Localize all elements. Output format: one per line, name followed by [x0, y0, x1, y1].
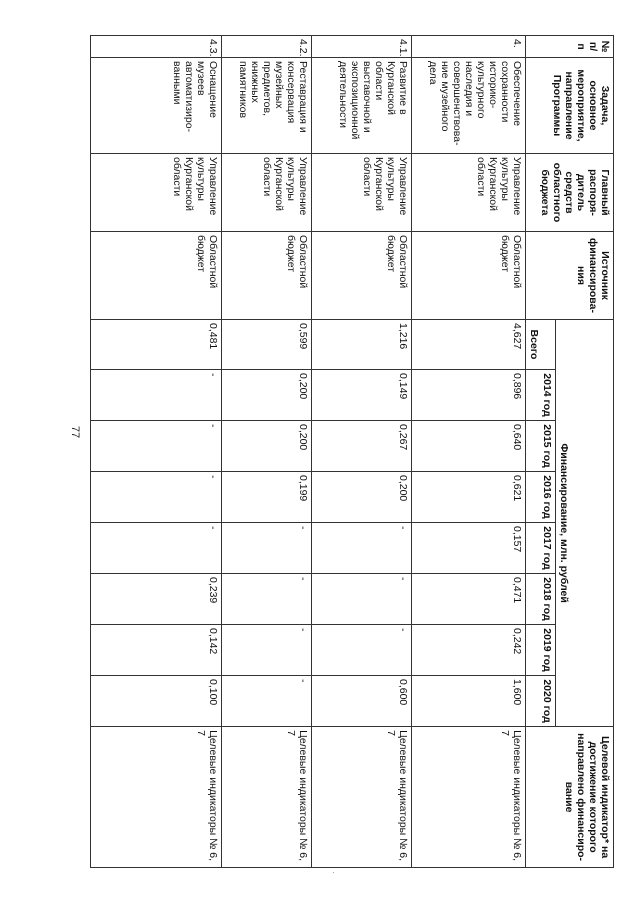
row-year-value: -	[222, 625, 312, 676]
row-year-value: 0,267	[312, 421, 412, 472]
header-manager: Главный распоря-дитель средств областного бюджета	[526, 154, 614, 232]
row-num: 4.3.	[91, 36, 222, 58]
header-year: 2015 год	[526, 421, 556, 472]
row-num: 4.1.	[312, 36, 412, 58]
row-year-value: 0,640	[412, 421, 526, 472]
row-total: 0,599	[222, 320, 312, 370]
row-year-value: 0,200	[222, 370, 312, 421]
row-year-value: -	[222, 523, 312, 574]
header-financing: Финансирование, млн. рублей	[556, 320, 614, 727]
rotated-table-wrapper	[90, 35, 614, 867]
row-task: Обеспечение сохранности историко-культурного наследия и совершенствова-ние музейного дела	[412, 58, 526, 154]
row-year-value: -	[312, 574, 412, 625]
row-target: Целевые индикаторы № 6, 7	[412, 727, 526, 868]
row-manager: Управление культуры Курганской области	[222, 154, 312, 232]
header-task: Задача, основное мероприятие, направление Программы	[526, 58, 614, 154]
row-year-value: 0,157	[412, 523, 526, 574]
row-source: Областной бюджет	[91, 232, 222, 320]
row-source: Областной бюджет	[312, 232, 412, 320]
row-year-value: 0,239	[91, 574, 222, 625]
row-total: 4,627	[412, 320, 526, 370]
row-target: Целевые индикаторы № 6, 7	[91, 727, 222, 868]
row-year-value: -	[91, 472, 222, 523]
header-year: 2017 год	[526, 523, 556, 574]
header-year: 2019 год	[526, 625, 556, 676]
row-year-value: -	[312, 625, 412, 676]
scan-speck: ·	[332, 868, 335, 877]
row-year-value: 0,149	[312, 370, 412, 421]
row-task: Оснащение музеев автоматизиро-ванными	[91, 58, 222, 154]
row-year-value: 0,200	[312, 472, 412, 523]
row-manager: Управление культуры Курганской области	[412, 154, 526, 232]
header-source: Источник финансирова-ния	[526, 232, 614, 320]
row-year-value: 0,200	[222, 421, 312, 472]
row-year-value: 0,242	[412, 625, 526, 676]
header-year: 2020 год	[526, 676, 556, 727]
row-year-value: 0,621	[412, 472, 526, 523]
row-year-value: 0,600	[312, 676, 412, 727]
row-year-value: 0,199	[222, 472, 312, 523]
table-row	[91, 36, 222, 868]
header-year: 2016 год	[526, 472, 556, 523]
row-year-value: -	[222, 574, 312, 625]
row-total: 1,216	[312, 320, 412, 370]
header-num: № п/п	[526, 36, 614, 58]
row-num: 4.	[412, 36, 526, 58]
header-year: 2014 год	[526, 370, 556, 421]
row-year-value: 0,142	[91, 625, 222, 676]
row-manager: Управление культуры Курганской области	[312, 154, 412, 232]
financing-table	[90, 35, 614, 868]
row-year-value: -	[91, 421, 222, 472]
row-year-value: -	[222, 676, 312, 727]
table-row	[222, 36, 312, 868]
row-source: Областной бюджет	[222, 232, 312, 320]
row-target: Целевые индикаторы № 6, 7	[222, 727, 312, 868]
row-year-value: 0,100	[91, 676, 222, 727]
row-total: 0,481	[91, 320, 222, 370]
header-total: Всего	[526, 320, 556, 370]
row-year-value: 1,600	[412, 676, 526, 727]
row-year-value: -	[91, 523, 222, 574]
row-target: Целевые индикаторы № 6, 7	[312, 727, 412, 868]
row-manager: Управление культуры Курганской области	[91, 154, 222, 232]
row-year-value: 0,471	[412, 574, 526, 625]
row-source: Областной бюджет	[412, 232, 526, 320]
table-row	[412, 36, 526, 868]
row-year-value: 0,896	[412, 370, 526, 421]
header-target: Целевой индикатор* на достижение которого направлено финансиро-вание	[526, 727, 614, 868]
page-number: 77	[69, 425, 81, 439]
row-year-value: -	[91, 370, 222, 421]
header-year: 2018 год	[526, 574, 556, 625]
row-year-value: -	[312, 523, 412, 574]
row-num: 4.2.	[222, 36, 312, 58]
table-row	[312, 36, 412, 868]
row-task: Развитие в Курганской области выставочной и экспозиционной деятельности	[312, 58, 412, 154]
row-task: Реставрация и консервация музейных предметов, книжных памятников	[222, 58, 312, 154]
